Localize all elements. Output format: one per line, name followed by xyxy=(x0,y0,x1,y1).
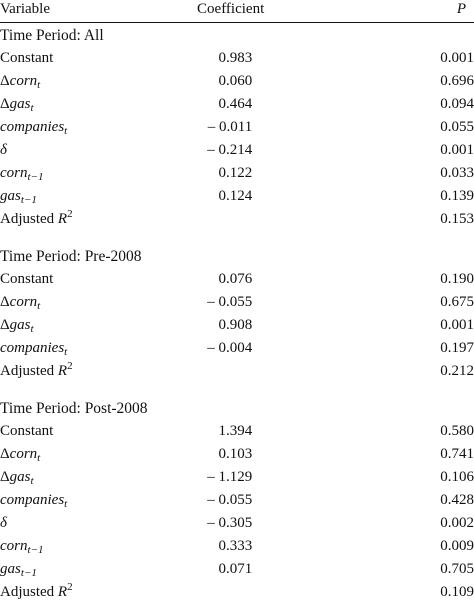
p-value-cell: 0.109 xyxy=(440,584,474,600)
variable-cell: Δgas$_t$ xyxy=(0,96,34,114)
table-row xyxy=(0,162,474,185)
p-value-cell: 0.741 xyxy=(440,446,474,462)
variable-cell: δ xyxy=(0,515,7,531)
table-row xyxy=(0,512,474,535)
coefficient-cell: 1.394 xyxy=(218,423,253,439)
section-title: Time Period: Post-2008 xyxy=(0,400,148,417)
coefficient-cell xyxy=(173,360,440,383)
p-value-cell: 0.580 xyxy=(440,423,474,439)
variable-cell: δ xyxy=(0,142,7,158)
header-row xyxy=(0,0,474,23)
p-value-cell: 0.106 xyxy=(440,469,474,485)
table-row xyxy=(0,337,474,360)
table-row xyxy=(0,70,474,93)
coefficient-cell: – 0.055 xyxy=(207,492,253,508)
coefficient-cell: 0.908 xyxy=(218,317,253,333)
p-value-cell: 0.139 xyxy=(440,188,474,204)
coefficient-cell: 0.076 xyxy=(218,271,253,287)
variable-cell: Constant xyxy=(0,271,54,287)
p-value-cell: 0.001 xyxy=(440,142,474,158)
variable-cell: Δcorn$_t$ xyxy=(0,73,41,91)
table-row xyxy=(0,208,474,231)
p-value-cell: 0.675 xyxy=(440,294,474,310)
variable-cell: Δcorn$_t$ xyxy=(0,446,41,464)
variable-cell: Adjusted $R^2$ xyxy=(0,208,73,227)
p-value-cell: 0.212 xyxy=(440,363,474,379)
coefficient-cell: 0.464 xyxy=(218,96,253,112)
section-title: Time Period: Pre-2008 xyxy=(0,248,142,265)
p-value-cell: 0.009 xyxy=(440,538,474,554)
header-p: P xyxy=(456,1,466,17)
section-spacer xyxy=(0,231,474,245)
coefficient-cell: 0.060 xyxy=(218,73,253,89)
variable-cell: gas$_{t-1}$ xyxy=(0,561,37,579)
p-value-cell: 0.153 xyxy=(440,211,474,227)
coefficient-cell: 0.124 xyxy=(218,188,253,204)
coefficient-cell: 0.103 xyxy=(218,446,253,462)
coefficient-cell: 0.122 xyxy=(218,165,253,181)
section-title-row xyxy=(0,24,474,47)
variable-cell: companies$_t$ xyxy=(0,119,68,137)
p-value-cell: 0.197 xyxy=(440,340,474,356)
section-title-row xyxy=(0,245,474,268)
table-row xyxy=(0,535,474,558)
table-row xyxy=(0,581,474,604)
coefficient-cell: 0.983 xyxy=(218,50,253,66)
section-title-row xyxy=(0,397,474,420)
variable-cell: Constant xyxy=(0,423,54,439)
table-row xyxy=(0,489,474,512)
header-coefficient: Coefficient xyxy=(197,1,265,17)
table-row xyxy=(0,360,474,383)
p-value-cell: 0.094 xyxy=(440,96,474,112)
table-row xyxy=(0,420,474,443)
p-value-cell: 0.428 xyxy=(440,492,474,508)
table-row xyxy=(0,139,474,162)
variable-cell: Constant xyxy=(0,50,54,66)
coefficient-cell: 0.071 xyxy=(218,561,253,577)
p-value-cell: 0.002 xyxy=(440,515,474,531)
variable-cell: Adjusted $R^2$ xyxy=(0,581,73,600)
p-value-cell: 0.190 xyxy=(440,271,474,287)
variable-cell: companies$_t$ xyxy=(0,492,68,510)
variable-cell: Δgas$_t$ xyxy=(0,469,34,487)
table-row xyxy=(0,268,474,291)
coefficient-cell: – 1.129 xyxy=(207,469,253,485)
coefficient-cell: – 0.214 xyxy=(207,142,253,158)
variable-cell: corn$_{t-1}$ xyxy=(0,165,44,183)
table-row xyxy=(0,47,474,70)
p-value-cell: 0.033 xyxy=(440,165,474,181)
variable-cell: Adjusted $R^2$ xyxy=(0,360,73,379)
variable-cell: corn$_{t-1}$ xyxy=(0,538,44,556)
table-body xyxy=(0,24,474,604)
coefficient-cell: 0.333 xyxy=(218,538,253,554)
coefficient-cell: – 0.004 xyxy=(207,340,253,356)
coefficient-cell xyxy=(173,581,440,604)
variable-cell: Δcorn$_t$ xyxy=(0,294,41,312)
p-value-cell: 0.055 xyxy=(440,119,474,135)
table-row xyxy=(0,314,474,337)
variable-cell: companies$_t$ xyxy=(0,340,68,358)
coefficient-cell: – 0.055 xyxy=(207,294,253,310)
coefficient-cell: – 0.305 xyxy=(207,515,253,531)
table-row xyxy=(0,558,474,581)
table-row xyxy=(0,443,474,466)
p-value-cell: 0.001 xyxy=(440,50,474,66)
header-variable: Variable xyxy=(0,1,50,17)
p-value-cell: 0.705 xyxy=(440,561,474,577)
variable-cell: Δgas$_t$ xyxy=(0,317,34,335)
table-row xyxy=(0,116,474,139)
coefficient-cell: – 0.011 xyxy=(207,119,253,135)
p-value-cell: 0.001 xyxy=(440,317,474,333)
table-row xyxy=(0,291,474,314)
section-title: Time Period: All xyxy=(0,27,104,44)
table-row xyxy=(0,185,474,208)
coefficient-cell xyxy=(173,208,440,231)
section-spacer xyxy=(0,383,474,397)
table-row xyxy=(0,93,474,116)
variable-cell: gas$_{t-1}$ xyxy=(0,188,37,206)
table-row xyxy=(0,466,474,489)
p-value-cell: 0.696 xyxy=(440,73,474,89)
